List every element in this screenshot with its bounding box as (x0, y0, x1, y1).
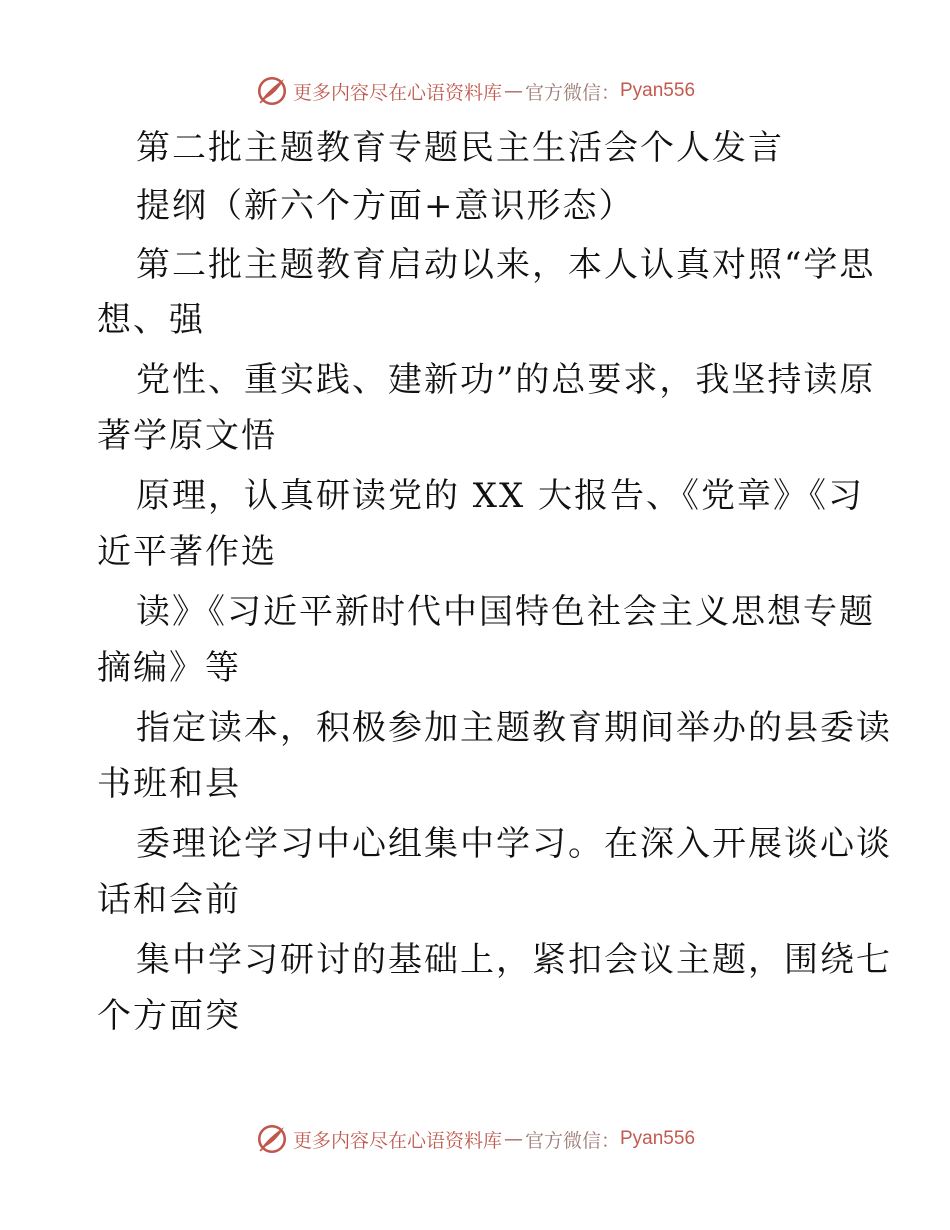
footer-watermark (0, 1119, 950, 1159)
paragraph-line: 读》《习近平新时代中国特色社会主义思想专题 (136, 592, 875, 632)
watermark-label: 官方微信： (524, 81, 620, 104)
paragraph-line: 第二批主题教育启动以来，本人认真对照“学思 (136, 245, 876, 285)
watermark-wechat-id: Pyan556 (620, 80, 696, 101)
paragraph-line: 近平著作选 (97, 532, 277, 572)
paragraph-line: 指定读本，积极参加主题教育期间举办的县委读 (136, 708, 892, 748)
watermark-brand: 更多内容尽在心语资料库 (292, 1129, 502, 1152)
watermark-separator: — (503, 80, 523, 102)
document-title-line-1: 第二批主题教育专题民主生活会个人发言 (136, 128, 784, 168)
watermark-separator: — (503, 1128, 523, 1150)
feather-quill-logo-icon (255, 74, 289, 108)
paragraph-line: 委理论学习中心组集中学习。在深入开展谈心谈 (136, 824, 892, 864)
paragraph-line: 想、强 (97, 300, 205, 340)
header-watermark (0, 71, 950, 111)
paragraph-line: 话和会前 (97, 880, 241, 920)
paragraph-line: 书班和县 (97, 764, 241, 804)
watermark-wechat-id: Pyan556 (620, 1128, 696, 1149)
feather-quill-logo-icon (255, 1122, 289, 1156)
paragraph-line: 摘编》等 (97, 648, 241, 688)
paragraph-line: 个方面突 (97, 996, 241, 1036)
watermark-label: 官方微信： (524, 1129, 620, 1152)
paragraph-line: 著学原文悟 (97, 416, 277, 456)
watermark-brand: 更多内容尽在心语资料库 (292, 81, 502, 104)
document-title-line-2: 提纲（新六个方面+意识形态） (136, 186, 635, 226)
paragraph-line: 党性、重实践、建新功”的总要求，我坚持读原 (136, 360, 876, 400)
paragraph-line: 原理，认真研读党的 XX 大报告、《党章》《习 (136, 476, 865, 516)
paragraph-line: 集中学习研讨的基础上，紧扣会议主题，围绕七 (136, 940, 892, 980)
